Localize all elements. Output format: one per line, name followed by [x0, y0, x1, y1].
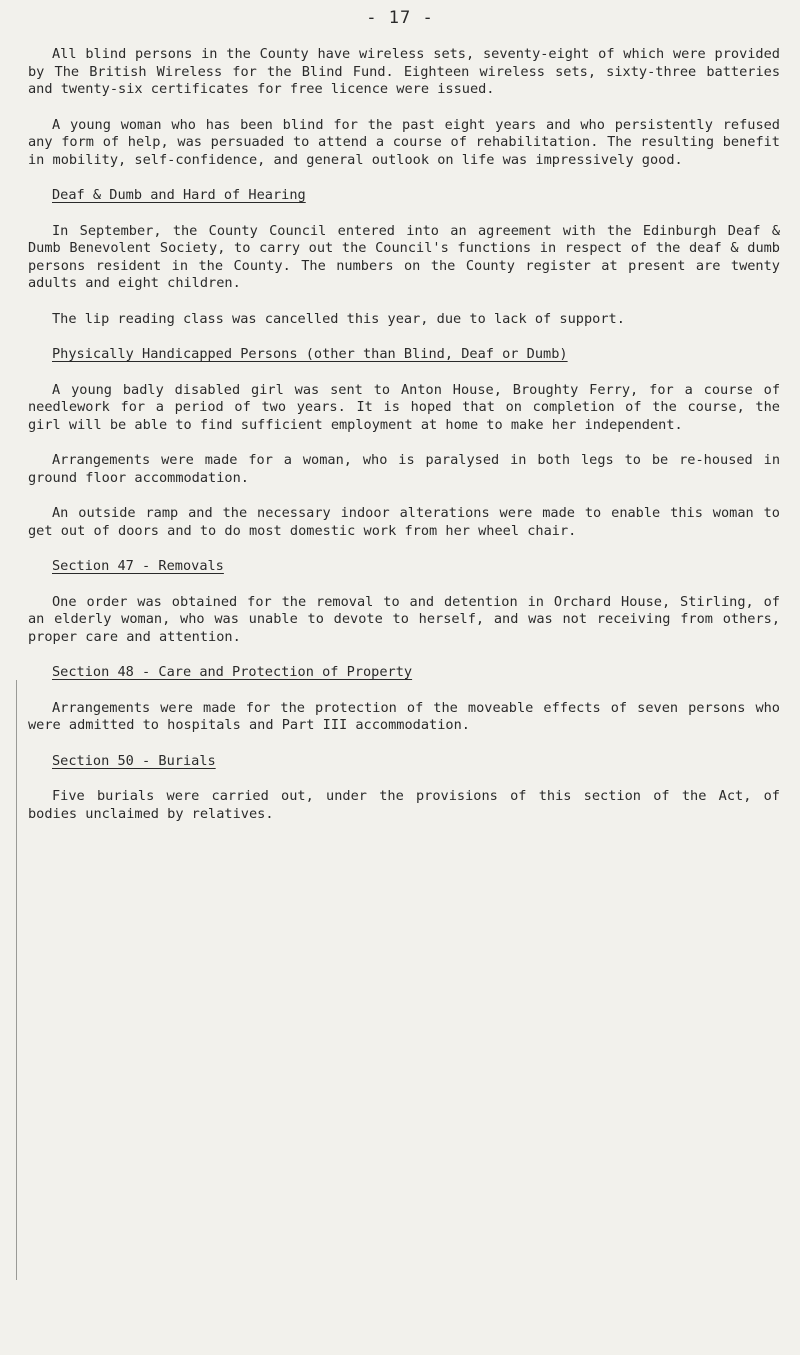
heading-section-48: Section 48 - Care and Protection of Property [52, 664, 413, 680]
paragraph-property-protection: Arrangements were made for the protection of the moveable effects of seven persons who were admitted to hospitals and Part III accommodation. [28, 699, 780, 733]
paragraph-needlework-course: A young badly disabled girl was sent to Anton House, Broughty Ferry, for a course of needlework for a period of two years. It is hoped that on completion of the course, the girl will be able to find sufficient employment at home to make her independent. [28, 381, 780, 433]
paragraph-lip-reading: The lip reading class was cancelled this year, due to lack of support. [52, 310, 625, 327]
margin-rule-line [16, 680, 17, 1280]
paragraph-burials: Five burials were carried out, under the provisions of this section of the Act, of bodies unclaimed by relatives. [28, 788, 780, 822]
heading-section-50: Section 50 - Burials [52, 752, 216, 769]
heading-deaf-dumb: Deaf & Dumb and Hard of Hearing [52, 187, 306, 203]
paragraph-rehousing: Arrangements were made for a woman, who is paralysed in both legs to be re-housed in ground floor accommodation. [28, 452, 780, 486]
page-number: - 17 - [366, 8, 434, 28]
paragraph-edinburgh-agreement: In September, the County Council entered into an agreement with the Edinburgh Deaf & Dumb Benevolent Society, to carry out the Council's functions in respect of the deaf & dumb persons resident in the County. The numbers on the County register at present are twenty adults and eight children. [28, 222, 780, 291]
paragraph-ramp: An outside ramp and the necessary indoor alterations were made to enable this woman to get out of doors and to do most domestic work from her wheel chair. [28, 505, 780, 539]
heading-physically-handicapped: Physically Handicapped Persons (other than Blind, Deaf or Dumb) [52, 346, 568, 362]
heading-section-47: Section 47 - Removals [52, 558, 224, 574]
paragraph-wireless-sets: All blind persons in the County have wireless sets, seventy-eight of which were provided by The British Wireless for the Blind Fund. Eighteen wireless sets, sixty-three batteries and twenty-six certificates for free licence were issued. [28, 46, 780, 97]
paragraph-removal-order: One order was obtained for the removal to and detention in Orchard House, Stirling, of an elderly woman, who was unable to devote to herself, and was not receiving from others, proper care and attention. [28, 593, 780, 645]
paragraph-rehabilitation: A young woman who has been blind for the past eight years and who persistently refused any form of help, was persuaded to attend a course of rehabilitation. The resulting benefit in mobility, self-confidence, and general outlook on life was impressively good. [28, 116, 780, 168]
document-body [28, 46, 780, 841]
